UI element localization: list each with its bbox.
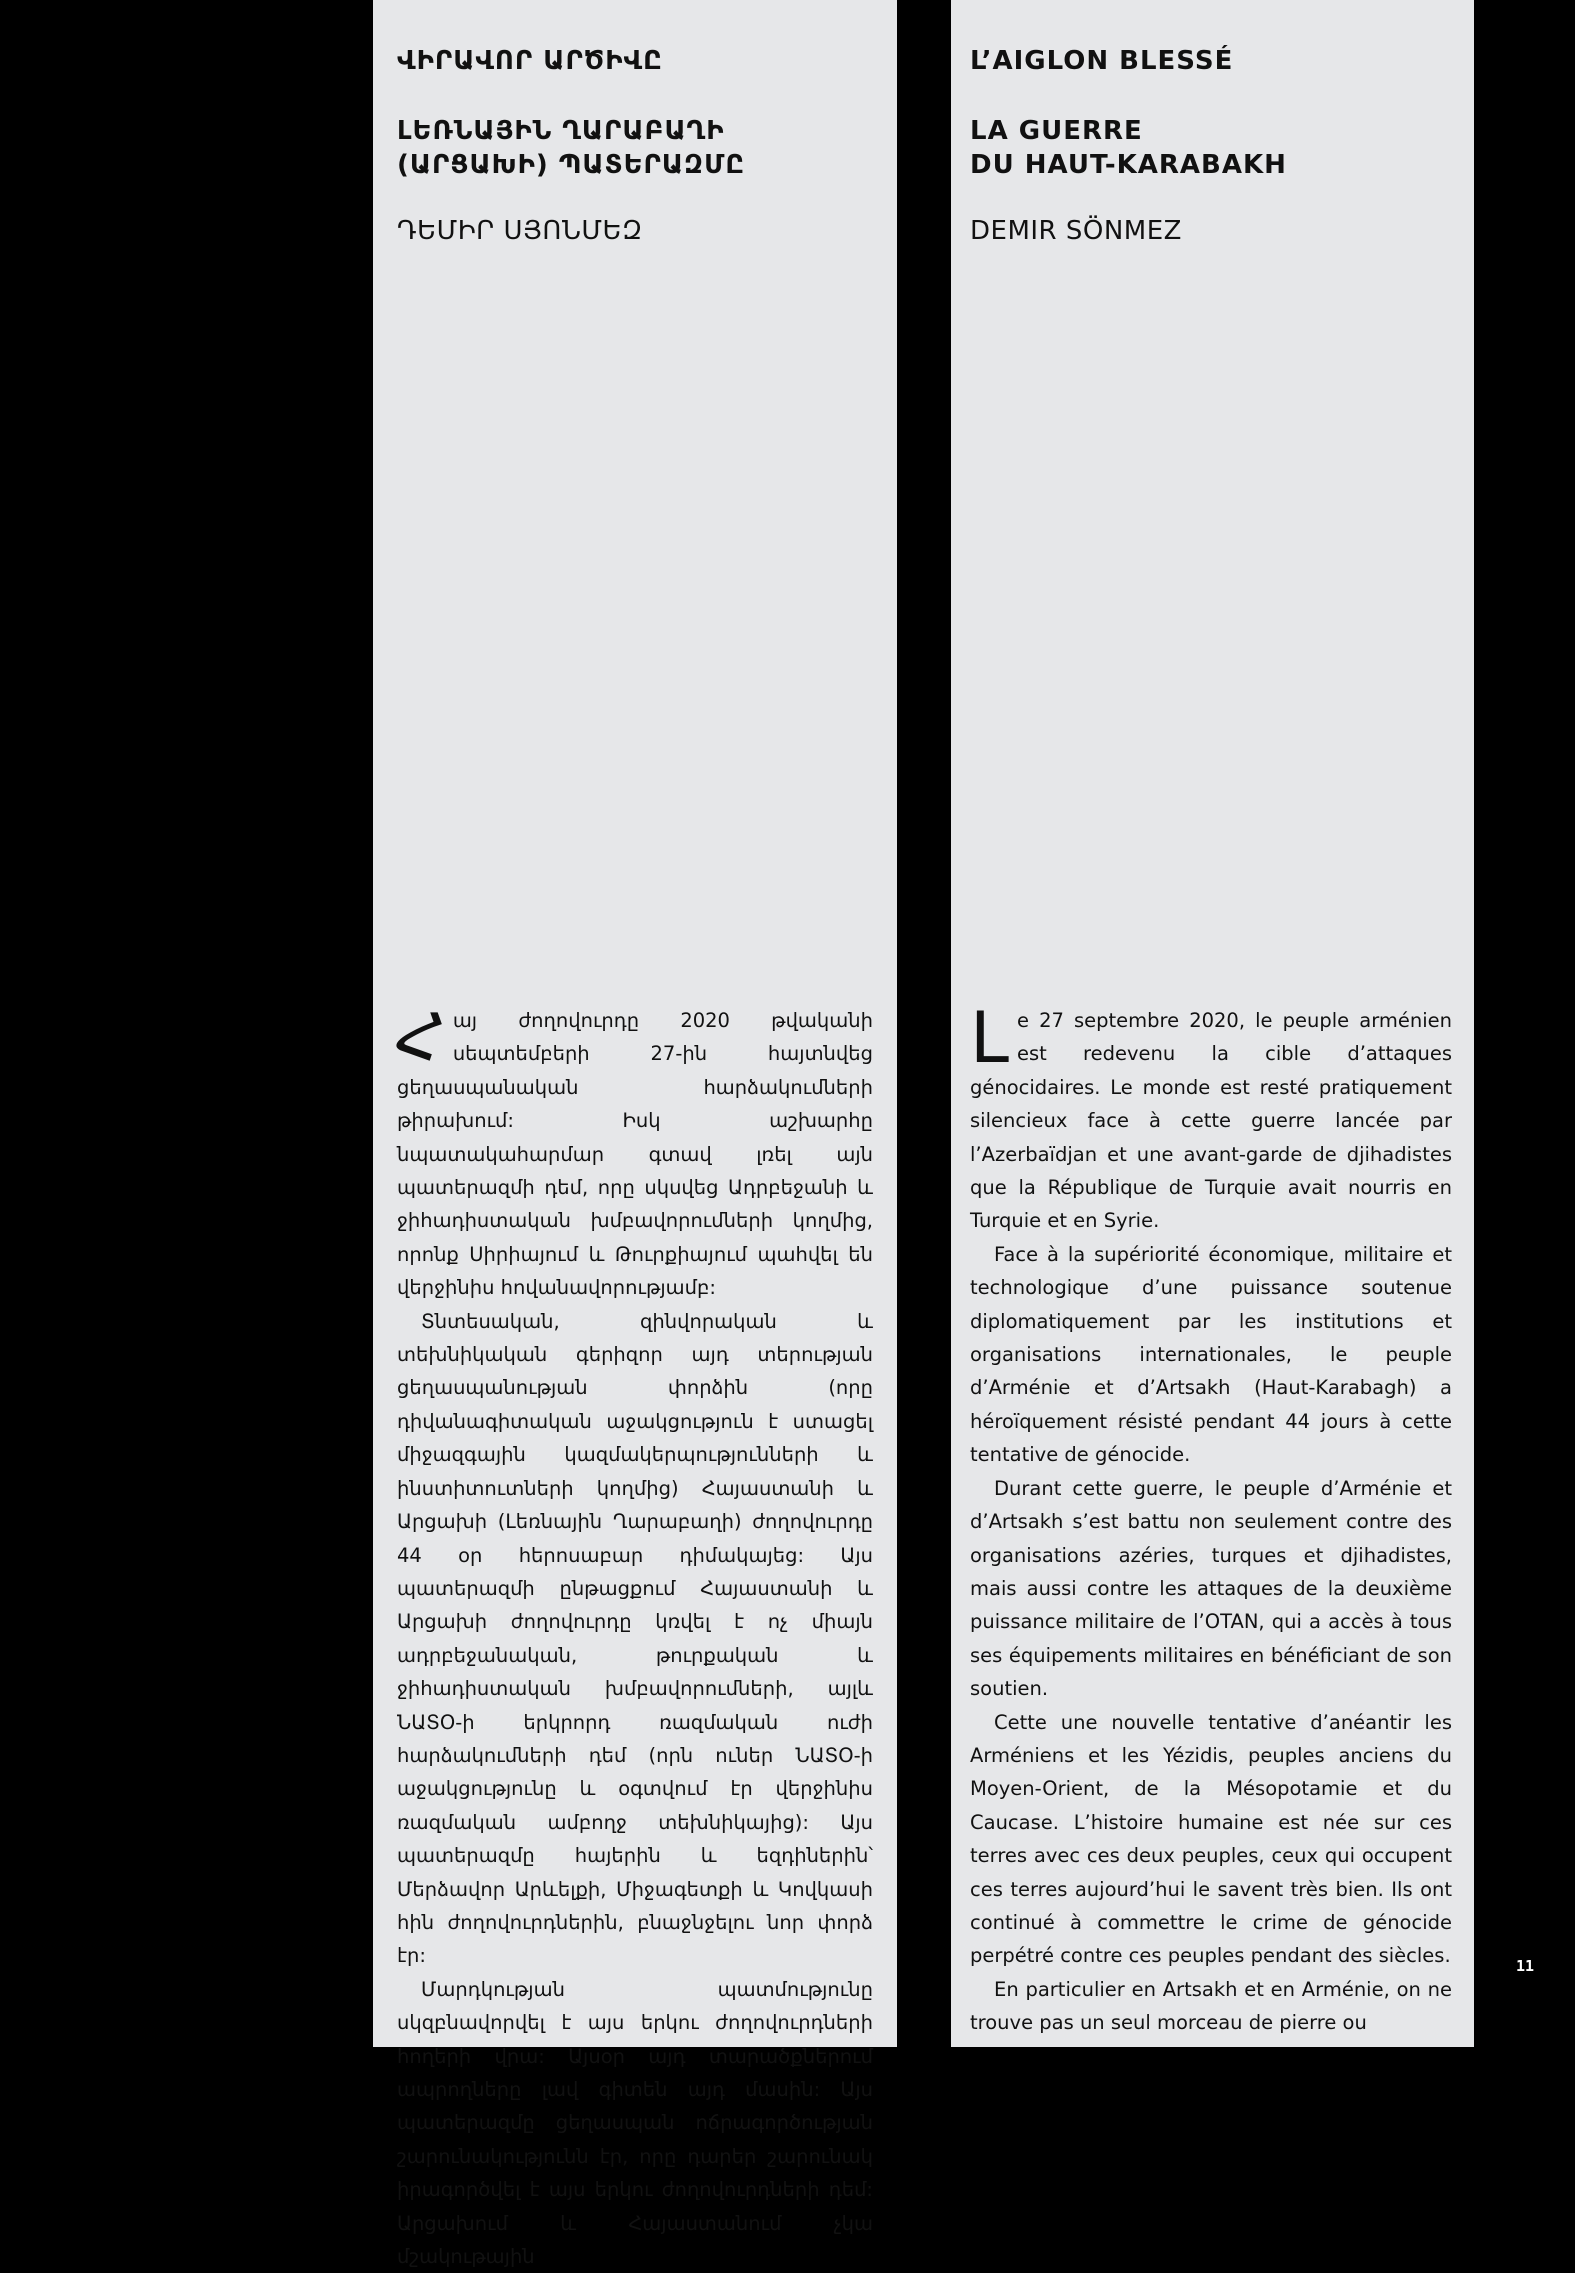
armenian-dropcap: Հ [391, 1001, 449, 1075]
french-paragraph-2: Face à la supériorité économique, militaire et technologique d’une puissance soutenue diplomatiquement par les institutions et organisations internationales, le peuple d’Arménie et d’Artsakh (Haut-Karabagh) a héroïquement résisté pendant 44 jours à cette tentative de génocide. [970, 1242, 1452, 1467]
french-column [951, 0, 1474, 2047]
french-dropcap: L [970, 997, 1009, 1079]
french-paragraph-1: Le 27 septembre 2020, le peuple arménien est redevenu la cible d’attaques génocidaires. Le monde est resté pratiquement silencieux face à cette guerre lancée par l’Azerbaïdjan et une avant-garde de djihadistes que la République de Turquie avait nourris en Turquie et en Syrie. [970, 997, 1452, 1233]
armenian-column [373, 0, 897, 2269]
armenian-body [391, 1001, 873, 2273]
page-number: 11 [1515, 1957, 1535, 1975]
french-title-line2: DU HAUT-KARABAKH [970, 150, 1287, 180]
armenian-paragraph-1: Հայ ժողովուրդը 2020 թվականի սեպտեմբերի 27-ին հայտնվեց ցեղասպանական հարձակումների թիրախում: Իսկ աշխարհը նպատակահարմար գտավ լռել այն պատերազմի դեմ, որը սկսվեց Ադրբեջանի և ջիհադիստական խմբավորումների կողմից, որոնք Սիրիայում և Թուրքիայում պահվել են վերջինիս հովանավորությամբ: [391, 1001, 873, 1300]
french-kicker: L’AIGLON BLESSÉ [970, 46, 1234, 76]
armenian-title-line1: ԼԵՌՆԱՅԻՆ ՂԱՐԱԲԱՂԻ [397, 116, 725, 146]
french-paragraph-5: En particulier en Artsakh et en Arménie, on ne trouve pas un seul morceau de pierre ou [970, 1977, 1452, 2035]
armenian-title-line2: (ԱՐՑԱԽԻ) ՊԱՏԵՐԱԶՄԸ [397, 150, 746, 180]
armenian-title [397, 114, 745, 182]
armenian-kicker: ՎԻՐԱՎՈՐ ԱՐԾԻՎԸ [397, 46, 663, 76]
armenian-author: ԴԵՄԻՐ ՍՅՈՆՄԵԶ [397, 216, 643, 246]
french-title-line1: LA GUERRE [970, 116, 1143, 146]
french-title [970, 114, 1287, 182]
french-paragraph-3: Durant cette guerre, le peuple d’Arménie et d’Artsakh s’est battu non seulement contre des organisations azéries, turques et djihadistes, mais aussi contre les attaques de la deuxième puissance militaire de l’OTAN, qui a accès à tous ses équipements militaires en bénéficiant de son soutien. [970, 1476, 1452, 1701]
french-body [970, 997, 1452, 2040]
armenian-paragraph-2: Տնտեսական, զինվորական և տեխնիկական գերիզոր այդ տերության ցեղասպանության փորձին (որը դիվանագիտական աջակցություն է ստացել միջազգային կազմակերպությունների և ինստիտուտների կողմից) Հայաստանի և Արցախի (Լեռնային Ղարաբաղի) ժողովուրդը 44 օր հերոսաբար դիմակայեց: Այս պատերազմի ընթացքում Հայաստանի և Արցախի ժողովուրդը կռվել է ոչ միայն ադրբեջանական, թուրքական և ջիհադիստական խմբավորումների, այլև ՆԱՏՕ-ի երկրորդ ռազմական ուժի հարձակումների դեմ (որն ուներ ՆԱՏՕ-ի աջակցությունը և օգտվում էր վերջինիս ռազմական ամբողջ տեխնիկայից): Այս պատերազմը հայերին և եզդիներին՝ Մերձավոր Արևելքի, Միջագետքի և Կովկասի հին ժողովուրդներին, բնաջնջելու նոր փորձ էր: [397, 1309, 873, 1968]
armenian-paragraph-3: Մարդկության պատմությունը սկզբնավորվել է այս երկու ժողովուրդների հողերի վրա: Այսօր այդ տարածքներում ապրողները լավ գիտեն այդ մասին: Այս պատերազմը ցեղասպան ոճրագործության շարունակությունն էր, որը դարեր շարունակ իրագործվել է այս երկու ժողովուրդների դեմ: Արցախում և Հայաստանում չկա մշակութային [397, 1977, 873, 2269]
french-paragraph-4: Cette une nouvelle tentative d’anéantir les Arméniens et les Yézidis, peuples anciens du Moyen-Orient, de la Mésopotamie et du Caucase. L’histoire humaine est née sur ces terres avec ces deux peuples, ceux qui occupent ces terres aujourd’hui le savent très bien. Ils ont continué à commettre le crime de génocide perpétré contre ces peuples pendant des siècles. [970, 1710, 1452, 1968]
french-author: DEMIR SÖNMEZ [970, 216, 1182, 246]
